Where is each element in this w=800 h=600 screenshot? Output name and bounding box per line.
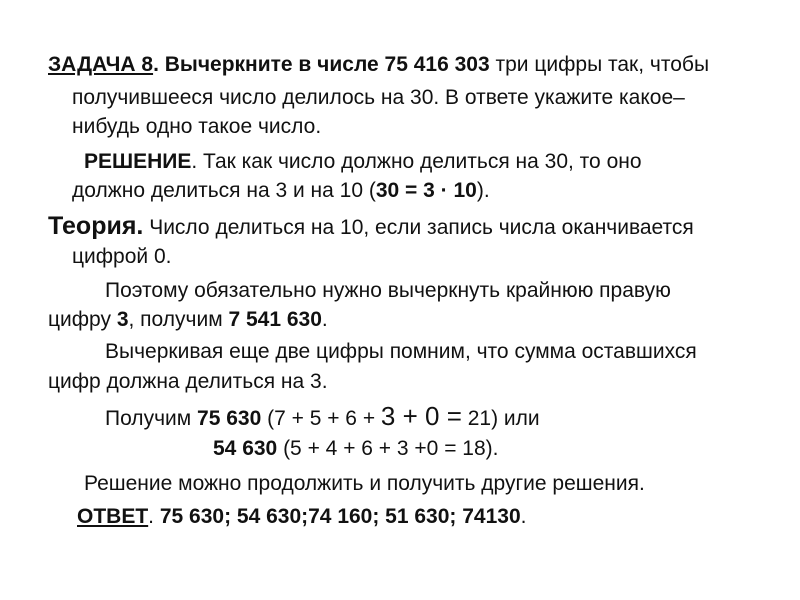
task-line-1 bbox=[48, 54, 709, 75]
para-1-line-1: Поэтому обязательно нужно вычеркнуть крайнюю правую bbox=[105, 279, 671, 302]
answer-sep: . bbox=[148, 505, 160, 528]
para-1-result: 7 541 630 bbox=[228, 308, 322, 331]
result-sum-1-a: (7 + 5 + 6 + bbox=[261, 407, 381, 430]
task-text-1: . Вычеркните в числе bbox=[153, 53, 385, 76]
answer-label: ОТВЕТ bbox=[77, 505, 149, 528]
task-line-3: нибудь одно такое число. bbox=[72, 115, 322, 138]
para-2-line-1: Вычеркивая еще две цифры помним, что сумма оставшихся bbox=[105, 340, 697, 363]
solution-formula: 30 = 3 · 10 bbox=[375, 179, 477, 202]
answer-values: 75 630; 54 630;74 160; 51 630; 74130 bbox=[159, 505, 521, 528]
para-2-line-2: цифр должна делиться на 3. bbox=[48, 370, 328, 393]
theory-label: Теория. bbox=[48, 212, 144, 240]
para-1-line-2-b: , получим bbox=[128, 308, 229, 331]
answer-end: . bbox=[520, 505, 527, 528]
task-line-2: получившееся число делилось на 30. В ответе укажите какое– bbox=[72, 86, 685, 109]
result-sum-1-b: 21) или bbox=[461, 407, 540, 430]
theory-line-1 bbox=[48, 214, 694, 239]
task-text-2: три цифры так, чтобы bbox=[489, 53, 710, 76]
answer-line bbox=[77, 506, 526, 527]
continue-text: Решение можно продолжить и получить другие решения. bbox=[84, 472, 645, 495]
task-number: 75 416 303 bbox=[384, 53, 490, 76]
result-line-1 bbox=[105, 403, 540, 429]
result-number-1: 75 630 bbox=[197, 407, 262, 430]
para-1-line-2-c: . bbox=[321, 308, 328, 331]
solution-label: РЕШЕНИЕ bbox=[84, 150, 192, 173]
solution-line-2-a: должно делиться на 3 и на 10 ( bbox=[72, 179, 376, 202]
solution-line-2 bbox=[72, 180, 490, 201]
result-line-2 bbox=[213, 438, 498, 459]
solution-line-2-b: ). bbox=[476, 179, 490, 202]
result-sum-1-big: 3 + 0 = bbox=[380, 401, 462, 431]
result-number-2: 54 630 bbox=[213, 437, 278, 460]
para-1-line-2-a: цифру bbox=[48, 308, 117, 331]
task-label: ЗАДАЧА 8 bbox=[48, 53, 154, 76]
para-1-digit: 3 bbox=[116, 308, 129, 331]
theory-text-1: Число делиться на 10, если запись числа оканчивается bbox=[143, 216, 694, 239]
solution-line-1 bbox=[84, 151, 642, 172]
theory-line-2: цифрой 0. bbox=[72, 245, 172, 268]
result-prefix: Получим bbox=[105, 407, 198, 430]
solution-text-1: . Так как число должно делиться на 30, то оно bbox=[191, 150, 642, 173]
para-1-line-2 bbox=[48, 309, 328, 330]
result-sum-2: (5 + 4 + 6 + 3 +0 = 18). bbox=[277, 437, 499, 460]
